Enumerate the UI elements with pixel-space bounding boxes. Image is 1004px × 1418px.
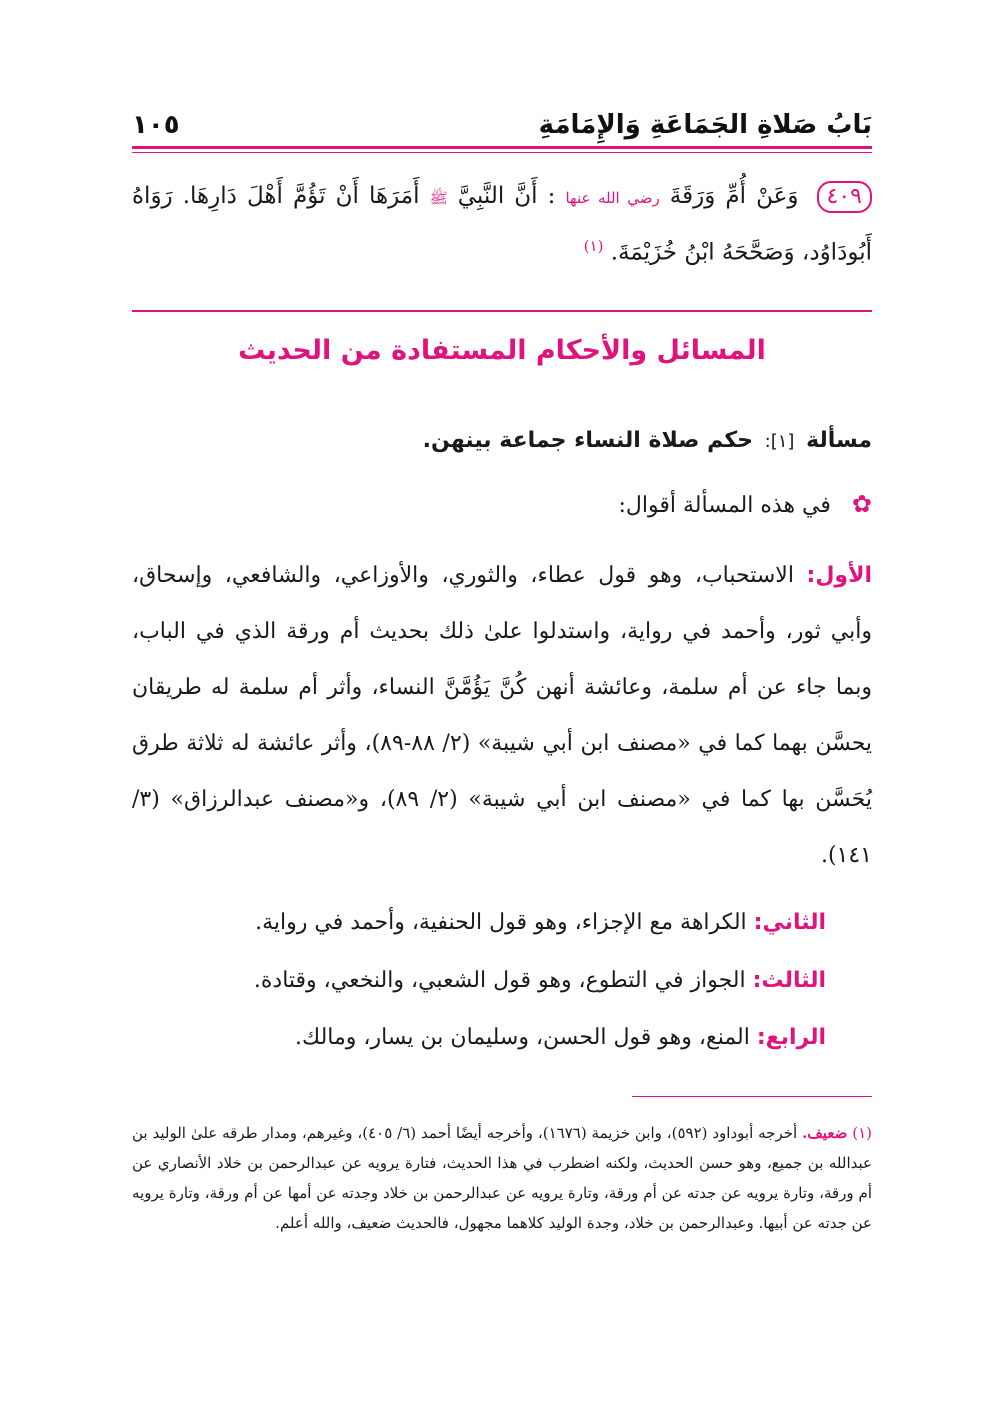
hadith-part-3: أَمَرَهَا أَنْ تَؤُمَّ أَهْلَ دَارِهَا. رَوَاهُ أَبُودَاوُد، وَصَحَّحَهُ ابْنُ خُزَيْمَةَ. bbox=[132, 183, 872, 266]
honorific-radiallahu: رضي الله عنها bbox=[565, 189, 660, 207]
honorific-salallahu: ﷺ bbox=[429, 189, 448, 207]
opinion-third-text: الجواز في التطوع، وهو قول الشعبي، والنخعي، وقتادة. bbox=[253, 968, 746, 993]
intro-line bbox=[132, 490, 872, 518]
issue-title: حكم صلاة النساء جماعة بينهن. bbox=[422, 428, 753, 453]
section-separator bbox=[132, 310, 872, 312]
footnote-reference[interactable]: (١) bbox=[583, 237, 604, 255]
running-header bbox=[132, 108, 872, 144]
page-number: ١٠٥ bbox=[132, 110, 180, 140]
opinion-third-label: الثالث: bbox=[752, 968, 826, 993]
section-title: المسائل والأحكام المستفادة من الحديث bbox=[238, 335, 766, 366]
issue-number: [١]: bbox=[764, 431, 795, 452]
opinion-second bbox=[132, 910, 826, 935]
header-rule-thin bbox=[132, 152, 872, 153]
header-rule bbox=[132, 146, 872, 149]
intro-text: في هذه المسألة أقوال: bbox=[618, 493, 831, 518]
footnote-rule bbox=[632, 1096, 872, 1097]
opinion-fourth bbox=[132, 1025, 826, 1050]
footnote-text: أخرجه أبوداود (٥٩٢)، وابن خزيمة (١٦٧٦)، وأخرجه أيضًا أحمد (٦/ ٤٠٥)، وغيرهم، ومدار طرقه علىٰ الوليد بن عبدالله بن جميع، وهو حسن الحديث، ولكنه اضطرب في هذا الحديث، فتارة يرويه عن عبدالرحمن بن خلاد الأنصاري عن أم ورقة، وتارة يرويه عن جدته عن أم ورقة، وتارة يرويه عن عبدالرحمن بن خلاد وجدته عن أمها عن أم ورقة، وتارة يرويه عن جدته عن أبيها. وعبدالرحمن بن خلاد، وجدة الوليد كلاهما مجهول، فالحديث ضعيف، والله أعلم. bbox=[132, 1124, 872, 1232]
opinion-first-text: الاستحباب، وهو قول عطاء، والثوري، والأوزاعي، والشافعي، وإسحاق، وأبي ثور، وأحمد في رواية، واستدلوا علىٰ ذلك بحديث أم ورقة الذي في الباب، وبما جاء عن أم سلمة، وعائشة أنهن كُنَّ يَؤُمَّنَّ النساء، وأثر أم سلمة له طريقان يحسَّن بهما كما في «مصنف ابن أبي شيبة» (٢/ ٨٨-٨٩)، وأثر عائشة له ثلاثة طرق يُحَسَّن بها كما في «مصنف ابن أبي شيبة» (٢/ ٨٩)، و«مصنف عبدالرزاق» (٣/ ١٤١). bbox=[132, 563, 873, 868]
hadith-number-badge: ٤٠٩ bbox=[817, 181, 872, 213]
opinion-first bbox=[132, 548, 872, 884]
issue-heading bbox=[132, 428, 872, 453]
opinion-second-label: الثاني: bbox=[753, 910, 826, 935]
flower-icon: ✿ bbox=[851, 490, 872, 518]
chapter-title: بَابُ صَلاةِ الجَمَاعَةِ وَالإِمَامَةِ bbox=[538, 110, 872, 140]
opinion-second-text: الكراهة مع الإجزاء، وهو قول الحنفية، وأحمد في رواية. bbox=[255, 910, 747, 935]
opinion-fourth-label: الرابع: bbox=[756, 1025, 826, 1050]
hadith-text bbox=[132, 172, 872, 277]
footnote-number: (١) bbox=[852, 1124, 872, 1142]
footnote-grade: ضعيف. bbox=[802, 1124, 848, 1142]
opinion-fourth-text: المنع، وهو قول الحسن، وسليمان بن يسار، ومالك. bbox=[295, 1025, 750, 1050]
opinion-first-label: الأول: bbox=[806, 563, 872, 588]
footnote bbox=[132, 1118, 872, 1238]
issue-label: مسألة bbox=[806, 428, 872, 453]
hadith-part-2: : أَنَّ النَّبِيَّ bbox=[457, 183, 556, 209]
opinion-third bbox=[132, 968, 826, 993]
hadith-part-1: وَعَنْ أُمِّ وَرَقَةَ bbox=[669, 183, 799, 209]
